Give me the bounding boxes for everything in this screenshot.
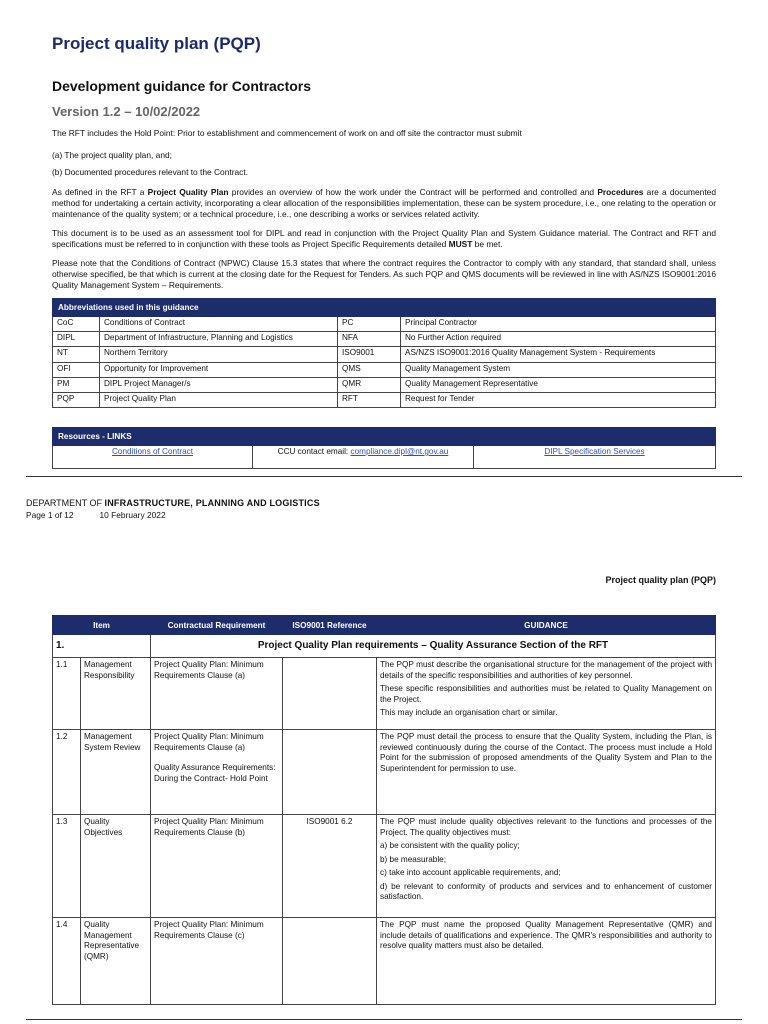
- requirements-table: [52, 615, 716, 1005]
- ccu-label: CCU contact email:: [277, 447, 351, 456]
- abbr-meaning: Opportunity for Improvement: [100, 362, 338, 377]
- abbr-code: PM: [53, 377, 100, 392]
- requirement-text-secondary: Quality Assurance Requirements: During the Contract- Hold Point: [154, 763, 276, 783]
- document-subtitle: Development guidance for Contractors: [52, 78, 312, 94]
- intro-paragraph-6: Please note that the Conditions of Contract (NPWC) Clause 15.3 states that where the contract requires the Contractor to comply with any standard, that standard shall, unless otherwise specified, be that which is current at the closing date for the Request for Tenders. As such PQP and QMS documents will be reviewed in line with AS/NZS ISO9001:2016 Quality Management System – Requirements.: [52, 258, 716, 290]
- department-footer: DEPARTMENT OF INFRASTRUCTURE, PLANNING AND LOGISTICS: [26, 498, 320, 508]
- item-number: 1.2: [53, 730, 81, 815]
- requirement-row: [53, 918, 716, 1005]
- guidance-paragraph: a) be consistent with the quality policy;: [380, 841, 520, 850]
- requirement-row: [53, 658, 716, 730]
- resources-cell-spec: [474, 446, 716, 469]
- bottom-divider: [26, 1019, 742, 1020]
- abbr-code: NFA: [338, 332, 401, 347]
- specification-services-link[interactable]: DIPL Specification Services: [544, 447, 645, 456]
- abbr-meaning: Quality Management System: [401, 362, 716, 377]
- abbreviation-row: [53, 332, 716, 347]
- guidance-paragraph: The PQP must detail the process to ensure that the Quality System, including the Plan, is reviewed continuously during the course of the Contact. The process must include a Hold Point for the submission of proposed amendments of the Quality System and Plan to the Superintendent for permission to use.: [380, 732, 712, 773]
- intro-paragraph-3: (b) Documented procedures relevant to the Contract.: [52, 167, 248, 177]
- item-number: 1.3: [53, 815, 81, 918]
- intro-paragraph-4: As defined in the RFT a Project Quality Plan provides an overview of how the work under the Contract will be performed and controlled and Procedures are a documented method for undertaking a certain activity, incorporating a clear allocation of the responsibilities implementation, these can be system procedure, i.e., one relating to the operation or maintenance of the quality system; or a technical procedure, i.e., one describing a works or services related activity.: [52, 187, 716, 219]
- contractual-requirement: [151, 730, 283, 815]
- abbr-meaning: No Further Action required: [401, 332, 716, 347]
- requirement-row: [53, 815, 716, 918]
- abbr-code: RFT: [338, 392, 401, 407]
- abbr-code: PC: [338, 317, 401, 332]
- guidance-paragraph: The PQP must include quality objectives relevant to the functions and processes of the Project. The quality objectives must:: [380, 817, 712, 837]
- guidance-paragraph: This may include an organisation chart or similar.: [380, 708, 558, 717]
- requirement-row: [53, 730, 716, 815]
- iso-reference: [283, 658, 377, 730]
- guidance-paragraph: These specific responsibilities and authorities must be related to Quality Management on the Project.: [380, 684, 712, 704]
- section-title: Project Quality Plan requirements – Quality Assurance Section of the RFT: [151, 635, 716, 658]
- abbr-code: QMS: [338, 362, 401, 377]
- guidance-paragraph: b) be measurable;: [380, 854, 446, 864]
- abbr-meaning: Principal Contractor: [401, 317, 716, 332]
- abbr-code: PQP: [53, 392, 100, 407]
- abbr-code: CoC: [53, 317, 100, 332]
- col-header-item: Item: [53, 616, 151, 635]
- resources-cell-ccu: [253, 446, 474, 469]
- abbr-meaning: Conditions of Contract: [100, 317, 338, 332]
- page-info: [26, 510, 166, 520]
- abbr-code: QMR: [338, 377, 401, 392]
- abbreviation-row: [53, 317, 716, 332]
- contractual-requirement: [151, 918, 283, 1005]
- abbreviation-row: [53, 392, 716, 407]
- item-name: Quality Objectives: [81, 815, 151, 918]
- iso-reference: [283, 918, 377, 1005]
- col-header-guidance: GUIDANCE: [377, 616, 716, 635]
- version-label: Version 1.2 – 10/02/2022: [52, 104, 201, 119]
- intro-paragraph-1: The RFT includes the Hold Point: Prior to establishment and commencement of work on and off site the contractor must submit: [52, 128, 522, 138]
- abbreviation-row: [53, 362, 716, 377]
- item-name: Management System Review: [81, 730, 151, 815]
- section-number: 1.: [53, 635, 151, 658]
- requirement-text: Project Quality Plan: Minimum Requirements Clause (a): [154, 732, 264, 752]
- requirement-text: Project Quality Plan: Minimum Requirements Clause (a): [154, 660, 264, 680]
- col-header-contractual: Contractual Requirement: [151, 616, 283, 635]
- guidance-paragraph: c) take into account applicable requirements, and;: [380, 868, 561, 877]
- abbr-meaning: Quality Management Representative: [401, 377, 716, 392]
- guidance-cell: [377, 730, 716, 815]
- intro-paragraph-5: This document is to be used as an assessment tool for DIPL and read in conjunction with the Project Quality Plan and System Guidance material. The Contract and RFT and specifications must be referred to in conjunction with these tools as Project Specific Requirements detailed MUST be met.: [52, 228, 716, 249]
- section-row: [53, 635, 716, 658]
- ccu-email-link[interactable]: compliance.dipl@nt.gov.au: [350, 447, 449, 456]
- footer-divider: [26, 476, 742, 477]
- abbr-meaning: DIPL Project Manager/s: [100, 377, 338, 392]
- abbreviations-table: [52, 298, 716, 408]
- requirement-text: Project Quality Plan: Minimum Requirements Clause (b): [154, 817, 264, 837]
- abbr-code: ISO9001: [338, 347, 401, 362]
- iso-reference: ISO9001 6.2: [283, 815, 377, 918]
- running-header: Project quality plan (PQP): [605, 575, 716, 585]
- requirement-text: Project Quality Plan: Minimum Requirements Clause (c): [154, 920, 264, 940]
- page-number: Page 1 of 12: [26, 510, 74, 520]
- guidance-cell: [377, 918, 716, 1005]
- spacer: [154, 753, 279, 763]
- footer-date: 10 February 2022: [99, 510, 166, 520]
- abbr-code: DIPL: [53, 332, 100, 347]
- abbr-meaning: Request for Tender: [401, 392, 716, 407]
- abbreviation-row: [53, 347, 716, 362]
- item-name: Management Responsibility: [81, 658, 151, 730]
- abbreviations-heading: Abbreviations used in this guidance: [53, 299, 716, 317]
- abbr-meaning: Northern Territory: [100, 347, 338, 362]
- abbreviation-row: [53, 377, 716, 392]
- intro-paragraph-2: (a) The project quality plan, and;: [52, 150, 172, 160]
- guidance-cell: [377, 658, 716, 730]
- page-title: Project quality plan (PQP): [52, 34, 261, 53]
- contractual-requirement: [151, 815, 283, 918]
- abbr-code: NT: [53, 347, 100, 362]
- abbr-meaning: Project Quality Plan: [100, 392, 338, 407]
- guidance-paragraph: The PQP must name the proposed Quality Management Representative (QMR) and include details of qualifications and experience. The QMR's responsibilities and authority to resolve quality matters must also be detailed.: [380, 920, 712, 950]
- item-number: 1.1: [53, 658, 81, 730]
- iso-reference: [283, 730, 377, 815]
- conditions-of-contract-link[interactable]: Conditions of Contract: [111, 447, 193, 456]
- abbr-meaning: Department of Infrastructure, Planning and Logistics: [100, 332, 338, 347]
- guidance-paragraph: The PQP must describe the organisational structure for the management of the project with details of the specific responsibilities and authorities of key personnel.: [380, 660, 712, 680]
- contractual-requirement: [151, 658, 283, 730]
- col-header-iso: ISO9001 Reference: [283, 616, 377, 635]
- abbr-meaning: AS/NZS ISO9001:2016 Quality Management System - Requirements: [401, 347, 716, 362]
- item-number: 1.4: [53, 918, 81, 1005]
- resources-heading: Resources - LINKS: [53, 428, 716, 446]
- resources-table: [52, 427, 716, 469]
- abbr-code: OFI: [53, 362, 100, 377]
- item-name: Quality Management Representative (QMR): [81, 918, 151, 1005]
- resources-cell-coc: [53, 446, 253, 469]
- guidance-paragraph: d) be relevant to conformity of products and services and to enhancement of customer satisfaction.: [380, 881, 712, 901]
- guidance-cell: [377, 815, 716, 918]
